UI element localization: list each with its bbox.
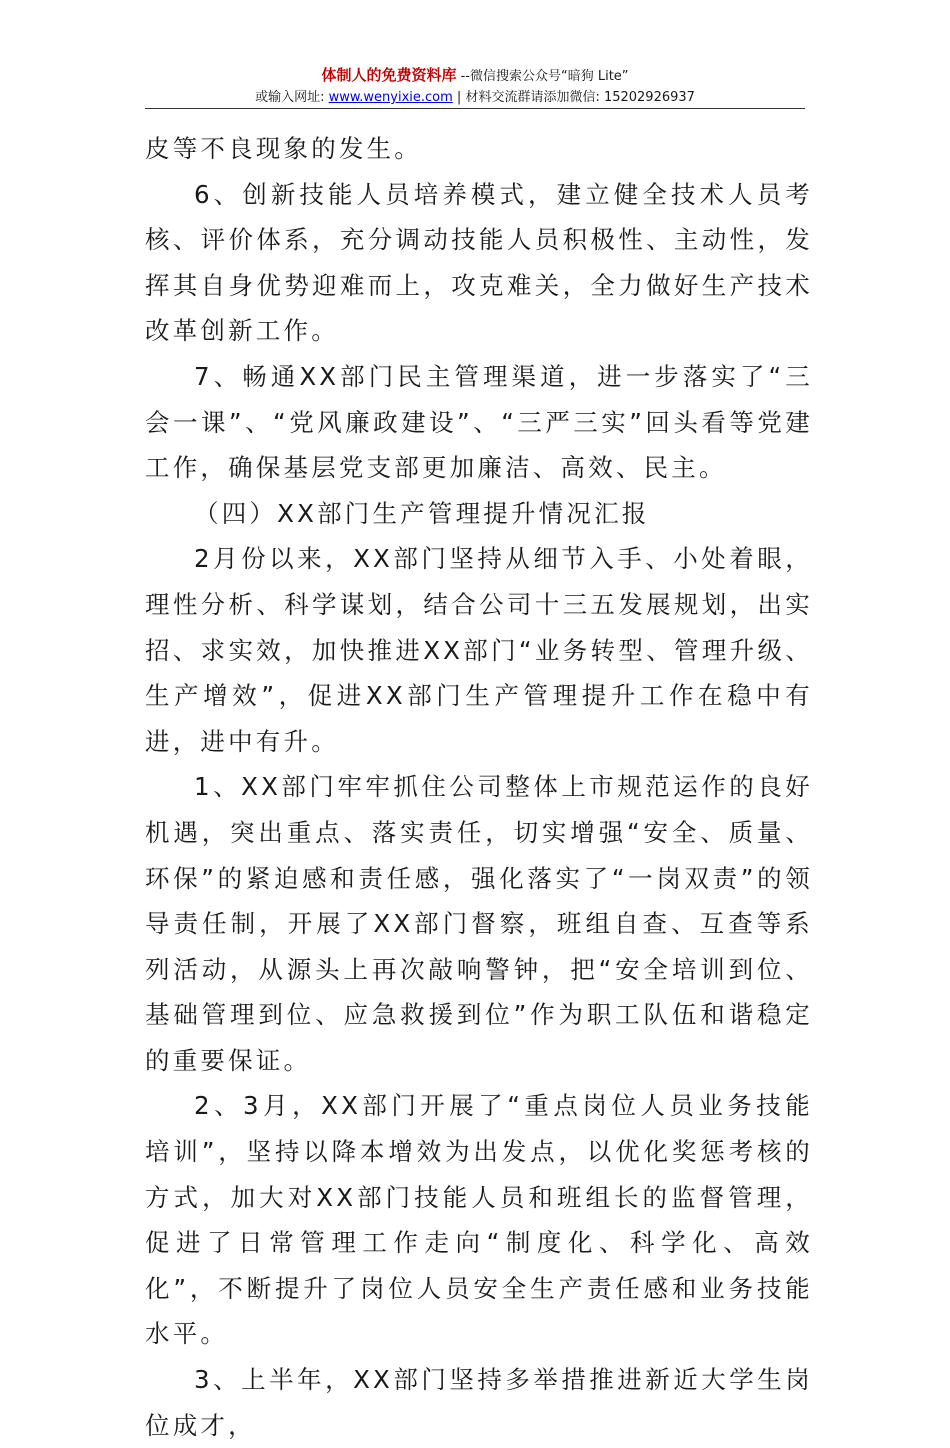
paragraph-7: 2、3月，XX部门开展了“重点岗位人员业务技能培训”，坚持以降本增效为出发点，以优化奖惩考核的方式，加大对XX部门技能人员和班组长的监督管理，促进了日常管理工作走向“制度化、科学化、高效化”，不断提升了岗位人员安全生产责任感和业务技能水平。 (145, 1091, 813, 1349)
paragraph-1: 皮等不良现象的发生。 (145, 134, 422, 163)
header-tagline: --微信搜索公众号“暗狗 Lite” (456, 69, 629, 84)
page-header (145, 64, 805, 108)
document-body (145, 126, 813, 1448)
header-contact-line (145, 88, 805, 108)
paragraph-5: 2月份以来，XX部门坚持从细节入手、小处着眼，理性分析、科学谋划，结合公司十三五发展规划，出实招、求实效，加快推进XX部门“业务转型、管理升级、生产增效”，促进XX部门生产管理提升工作在稳中有进，进中有升。 (145, 544, 813, 756)
paragraph-3: 7、畅通XX部门民主管理渠道，进一步落实了“三会一课”、“党风廉政建设”、“三严三实”回头看等党建工作，确保基层党支部更加廉洁、高效、民主。 (145, 361, 813, 483)
header-divider (145, 108, 805, 109)
header-title-line (145, 64, 805, 88)
paragraph-8: 3、上半年，XX部门坚持多举措推进新近大学生岗位成才， (145, 1365, 813, 1440)
header-contact-suffix: | 材料交流群请添加微信: 15202926937 (452, 90, 695, 105)
header-url-link[interactable]: www.wenyixie.com (328, 90, 453, 105)
header-brand: 体制人的免费资料库 (321, 66, 457, 84)
paragraph-6: 1、XX部门牢牢抓住公司整体上市规范运作的良好机遇，突出重点、落实责任，切实增强“安全、质量、环保”的紧迫感和责任感，强化落实了“一岗双责”的领导责任制，开展了XX部门督察，班组自查、互查等系列活动，从源头上再次敲响警钟，把“安全培训到位、基础管理到位、应急救援到位”作为职工队伍和谐稳定的重要保证。 (145, 772, 813, 1075)
header-url-prefix: 或输入网址: (255, 90, 329, 105)
section-heading: （四）XX部门生产管理提升情况汇报 (194, 498, 650, 528)
paragraph-2: 6、创新技能人员培养模式，建立健全技术人员考核、评价体系，充分调动技能人员积极性、主动性，发挥其自身优势迎难而上，攻克难关，全力做好生产技术改革创新工作。 (145, 179, 813, 346)
